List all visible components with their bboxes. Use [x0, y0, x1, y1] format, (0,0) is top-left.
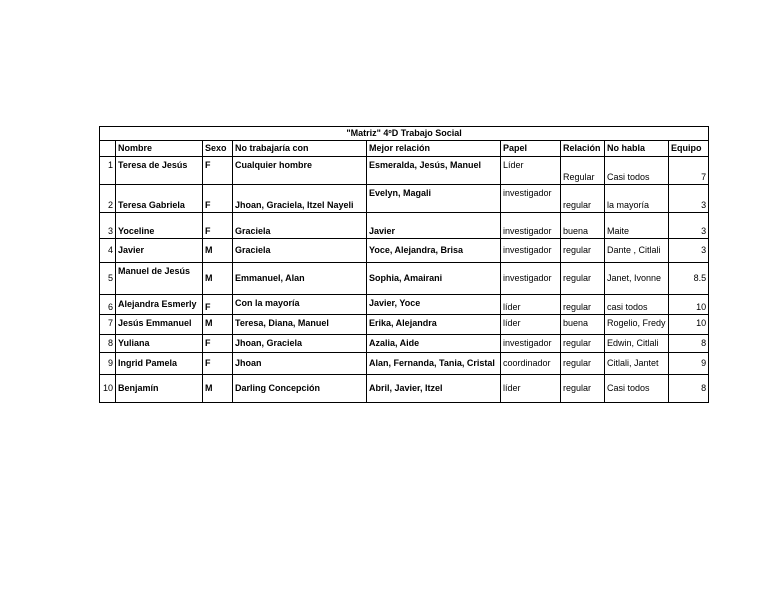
cell-mejor-relacion: Javier, Yoce	[367, 295, 501, 315]
cell-equipo: 8	[669, 335, 709, 353]
cell-relacion: buena	[561, 213, 605, 239]
table-row	[100, 335, 709, 353]
cell-papel: investigador	[501, 263, 561, 295]
cell-num: 1	[100, 157, 116, 185]
cell-nombre: Teresa Gabriela	[116, 185, 203, 213]
cell-num: 5	[100, 263, 116, 295]
cell-no-habla: Casi todos	[605, 157, 669, 185]
table-row	[100, 239, 709, 263]
header-sexo: Sexo	[203, 141, 233, 157]
cell-no-trabajaria: Darling Concepción	[233, 375, 367, 403]
cell-no-habla: Citlali, Jantet	[605, 353, 669, 375]
cell-num: 6	[100, 295, 116, 315]
cell-relacion: regular	[561, 353, 605, 375]
title-row	[100, 127, 709, 141]
header-relacion: Relación	[561, 141, 605, 157]
cell-no-trabajaria: Emmanuel, Alan	[233, 263, 367, 295]
cell-no-habla: Dante , Citlali	[605, 239, 669, 263]
table-row	[100, 213, 709, 239]
cell-nombre: Yoceline	[116, 213, 203, 239]
table-title: "Matriz" 4ºD Trabajo Social	[100, 127, 709, 141]
cell-mejor-relacion: Alan, Fernanda, Tania, Cristal	[367, 353, 501, 375]
table-row	[100, 157, 709, 185]
cell-relacion: regular	[561, 295, 605, 315]
cell-no-trabajaria: Jhoan, Graciela	[233, 335, 367, 353]
matrix-table	[99, 126, 709, 403]
cell-num: 9	[100, 353, 116, 375]
table-row	[100, 185, 709, 213]
cell-mejor-relacion: Erika, Alejandra	[367, 315, 501, 335]
cell-sexo: M	[203, 315, 233, 335]
table-row	[100, 315, 709, 335]
table-row	[100, 375, 709, 403]
cell-relacion: Regular	[561, 157, 605, 185]
cell-mejor-relacion: Sophia, Amairani	[367, 263, 501, 295]
cell-equipo: 8.5	[669, 263, 709, 295]
cell-sexo: F	[203, 353, 233, 375]
cell-num: 3	[100, 213, 116, 239]
cell-sexo: F	[203, 295, 233, 315]
cell-sexo: F	[203, 335, 233, 353]
cell-nombre: Jesús Emmanuel	[116, 315, 203, 335]
cell-relacion: regular	[561, 185, 605, 213]
cell-relacion: regular	[561, 375, 605, 403]
cell-num: 2	[100, 185, 116, 213]
cell-nombre: Ingrid Pamela	[116, 353, 203, 375]
cell-papel: coordinador	[501, 353, 561, 375]
cell-no-trabajaria: Teresa, Diana, Manuel	[233, 315, 367, 335]
cell-mejor-relacion: Abril, Javier, Itzel	[367, 375, 501, 403]
cell-relacion: regular	[561, 335, 605, 353]
cell-mejor-relacion: Evelyn, Magali	[367, 185, 501, 213]
cell-nombre: Benjamín	[116, 375, 203, 403]
table-row	[100, 263, 709, 295]
cell-num: 7	[100, 315, 116, 335]
cell-sexo: F	[203, 185, 233, 213]
cell-mejor-relacion: Javier	[367, 213, 501, 239]
header-no-trabajaria: No trabajaría con	[233, 141, 367, 157]
cell-equipo: 3	[669, 239, 709, 263]
cell-papel: investigador	[501, 185, 561, 213]
cell-nombre: Teresa de Jesús	[116, 157, 203, 185]
header-row	[100, 141, 709, 157]
header-num	[100, 141, 116, 157]
header-mejor-relacion: Mejor relación	[367, 141, 501, 157]
cell-no-trabajaria: Graciela	[233, 213, 367, 239]
cell-equipo: 3	[669, 213, 709, 239]
cell-equipo: 7	[669, 157, 709, 185]
header-nombre: Nombre	[116, 141, 203, 157]
cell-no-trabajaria: Con la mayoría	[233, 295, 367, 315]
cell-papel: líder	[501, 375, 561, 403]
cell-papel: investigador	[501, 239, 561, 263]
cell-no-habla: Maite	[605, 213, 669, 239]
header-no-habla: No habla	[605, 141, 669, 157]
cell-sexo: M	[203, 263, 233, 295]
cell-no-habla: Janet, Ivonne	[605, 263, 669, 295]
cell-equipo: 10	[669, 295, 709, 315]
cell-papel: líder	[501, 295, 561, 315]
cell-sexo: M	[203, 239, 233, 263]
cell-nombre: Javier	[116, 239, 203, 263]
table-row	[100, 353, 709, 375]
cell-no-habla: casi todos	[605, 295, 669, 315]
cell-num: 10	[100, 375, 116, 403]
cell-no-habla: Casi todos	[605, 375, 669, 403]
cell-papel: líder	[501, 315, 561, 335]
cell-papel: investigador	[501, 213, 561, 239]
cell-sexo: F	[203, 157, 233, 185]
cell-no-habla: Edwin, Citlali	[605, 335, 669, 353]
cell-relacion: regular	[561, 263, 605, 295]
cell-relacion: buena	[561, 315, 605, 335]
cell-sexo: F	[203, 213, 233, 239]
cell-papel: investigador	[501, 335, 561, 353]
cell-no-habla: Rogelio, Fredy	[605, 315, 669, 335]
cell-mejor-relacion: Esmeralda, Jesús, Manuel	[367, 157, 501, 185]
cell-equipo: 9	[669, 353, 709, 375]
cell-no-trabajaria: Jhoan	[233, 353, 367, 375]
cell-equipo: 10	[669, 315, 709, 335]
cell-mejor-relacion: Azalia, Aide	[367, 335, 501, 353]
cell-nombre: Manuel de Jesús	[116, 263, 203, 295]
header-papel: Papel	[501, 141, 561, 157]
cell-equipo: 8	[669, 375, 709, 403]
cell-equipo: 3	[669, 185, 709, 213]
cell-no-habla: la mayoría	[605, 185, 669, 213]
cell-no-trabajaria: Graciela	[233, 239, 367, 263]
cell-no-trabajaria: Cualquier hombre	[233, 157, 367, 185]
cell-relacion: regular	[561, 239, 605, 263]
table-row	[100, 295, 709, 315]
cell-num: 4	[100, 239, 116, 263]
cell-no-trabajaria: Jhoan, Graciela, Itzel Nayeli	[233, 185, 367, 213]
cell-mejor-relacion: Yoce, Alejandra, Brisa	[367, 239, 501, 263]
cell-nombre: Yuliana	[116, 335, 203, 353]
cell-num: 8	[100, 335, 116, 353]
header-equipo: Equipo	[669, 141, 709, 157]
cell-sexo: M	[203, 375, 233, 403]
cell-nombre: Alejandra Esmerly	[116, 295, 203, 315]
cell-papel: Líder	[501, 157, 561, 185]
